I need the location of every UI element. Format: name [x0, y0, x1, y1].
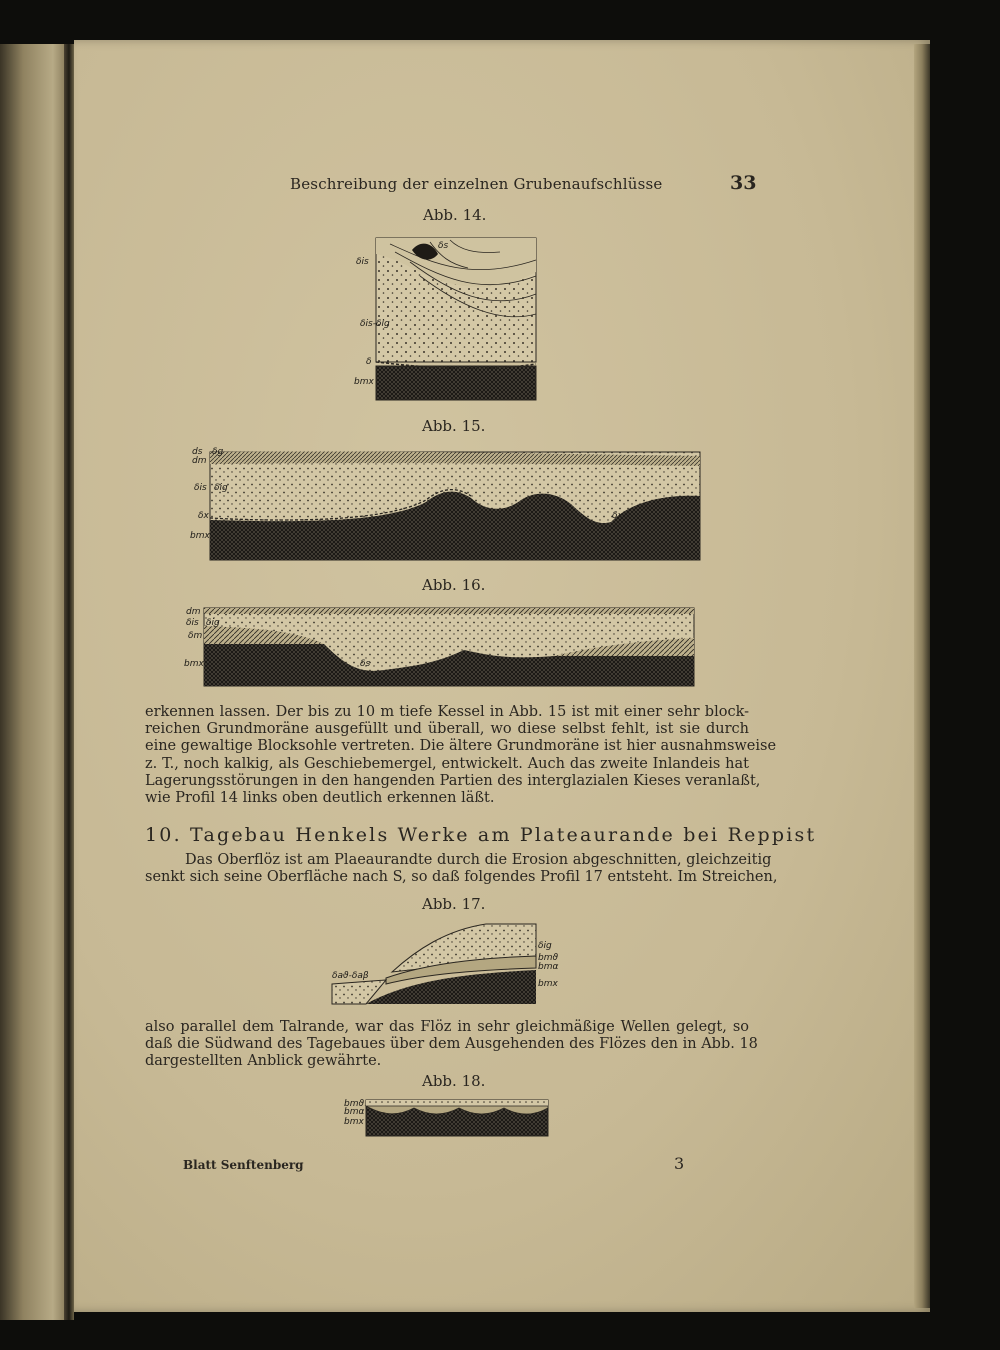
abb18-label-bm-alpha: bmα — [344, 1107, 365, 1117]
abb17-label-bmx: bmx — [538, 979, 558, 989]
abb16-label-bmx: bmx — [184, 659, 204, 669]
abb14-label-dis-dig: δis-δig — [360, 319, 390, 329]
abb15-label-dis: δis — [194, 483, 207, 493]
abb18-figure — [344, 1094, 552, 1138]
abb15-label-dx-2: δx — [612, 511, 623, 521]
abb17-caption: Abb. 17. — [422, 895, 486, 913]
abb15-label-dg: δg — [212, 447, 224, 457]
abb16-label-dm-2: δm — [188, 631, 203, 641]
abb14-label-dis: δis — [356, 257, 369, 267]
abb18-label-bmx: bmx — [344, 1117, 364, 1127]
sheet-name: Blatt Senftenberg — [183, 1158, 304, 1172]
facing-page-edge — [0, 44, 66, 1320]
abb14-label-ds: δs — [438, 241, 449, 251]
abb16-caption: Abb. 16. — [422, 576, 486, 594]
abb15-label-bmx: bmx — [190, 531, 210, 541]
running-title: Beschreibung der einzelnen Grubenaufschlüsse — [290, 175, 663, 193]
signature-mark: 3 — [674, 1154, 685, 1173]
paragraph-1-line: z. T., noch kalkig, als Geschiebemergel, entwickelt. Auch das zweite Inlandeis hat — [145, 755, 749, 772]
paragraph-1-line: eine gewaltige Blocksohle vertreten. Die ältere Grundmoräne ist hier ausnahmsweise — [145, 738, 777, 755]
abb15-caption: Abb. 15. — [422, 417, 486, 435]
abb14-label-d: δ — [366, 357, 372, 367]
abb14-figure — [350, 232, 550, 404]
abb16-label-dm: dm — [186, 607, 201, 617]
abb15-label-dig: δig — [214, 483, 228, 493]
abb17-label-da: δaϑ-δaβ — [332, 971, 369, 981]
paragraph-3-line: daß die Südwand des Tagebaues über dem Ausgehenden des Flözes den in Abb. 18 — [145, 1036, 758, 1053]
abb15-figure — [186, 442, 706, 564]
abb16-figure — [184, 604, 698, 690]
paragraph-1-line: Lagerungsstörungen in den hangenden Partien des interglazialen Kieses veranlaßt, — [145, 772, 761, 789]
abb15-label-dx: δx — [198, 511, 209, 521]
page-number: 33 — [730, 172, 757, 194]
section-heading: 10. Tagebau Henkels Werke am Plateaurande bei Reppist — [145, 824, 817, 846]
abb15-label-ds: ds — [192, 447, 203, 457]
abb18-label-bm-theta: bmϑ — [344, 1099, 365, 1109]
abb16-label-dis: δis — [186, 618, 199, 628]
abb16-label-ds: δs — [360, 659, 371, 669]
abb14-label-bmx: bmx — [354, 377, 374, 387]
abb17-label-dig: δig — [538, 941, 552, 951]
paragraph-3-line: dargestellten Anblick gewährte. — [145, 1053, 382, 1070]
paragraph-3-line: also parallel dem Talrande, war das Flöz in sehr gleichmäßige Wellen gelegt, so — [145, 1019, 749, 1035]
paragraph-1-line: reichen Grundmoräne ausgefüllt und überall, wo diese selbst fehlt, ist sie durch — [145, 721, 749, 738]
abb14-caption: Abb. 14. — [423, 206, 487, 224]
paragraph-1-line: erkennen lassen. Der bis zu 10 m tiefe Kessel in Abb. 15 ist mit einer sehr block- — [145, 704, 749, 720]
abb17-label-bm-alpha: bmα — [538, 962, 559, 972]
abb18-caption: Abb. 18. — [422, 1072, 486, 1090]
paragraph-1-line: wie Profil 14 links oben deutlich erkennen läßt. — [145, 790, 495, 807]
paragraph-2-line: Das Oberflöz ist am Plaeaurandte durch die Erosion abgeschnitten, gleichzeitig — [185, 852, 772, 868]
abb16-label-dig: δig — [206, 618, 220, 628]
paragraph-1 — [145, 704, 777, 807]
abb15-label-dm: dm — [192, 456, 207, 466]
paragraph-3 — [145, 1019, 758, 1071]
paragraph-2-line: senkt sich seine Oberfläche nach S, so daß folgendes Profil 17 entsteht. Im Streichen, — [145, 869, 778, 886]
page-right-edge — [914, 44, 930, 1308]
abb17-label-bm-theta: bmϑ — [538, 953, 559, 963]
book-gutter — [64, 44, 74, 1320]
paragraph-2 — [145, 852, 778, 886]
abb17-figure — [326, 920, 566, 1008]
